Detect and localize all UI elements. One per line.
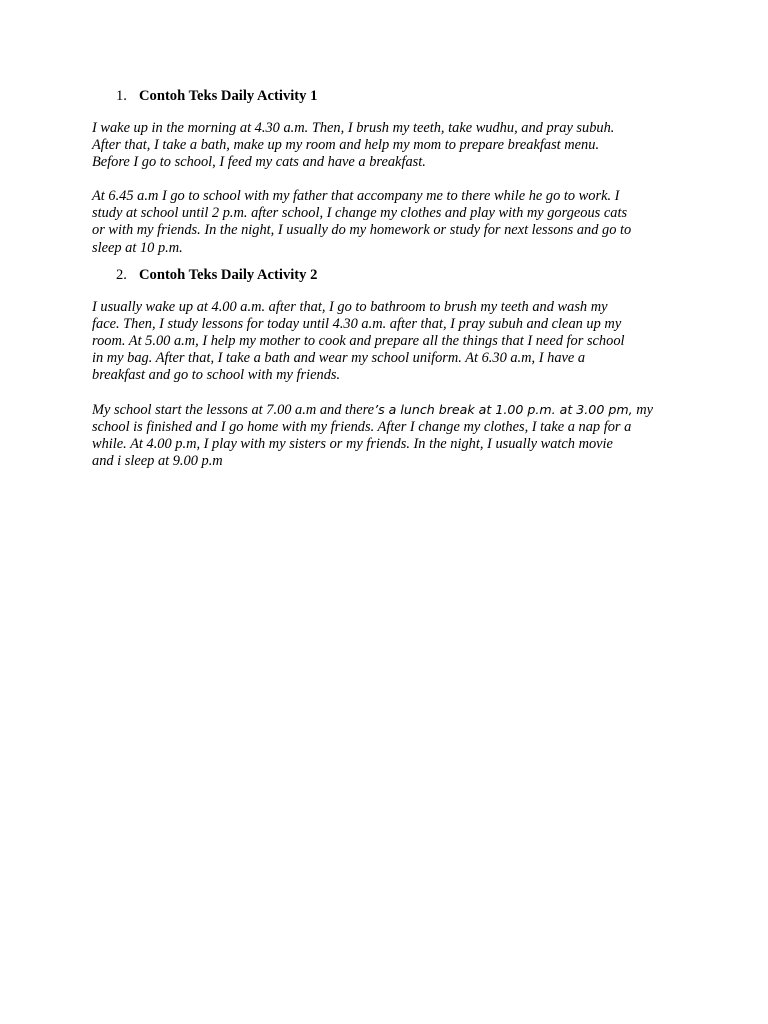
section-2-heading — [116, 265, 692, 285]
section-2-paragraph-2 — [92, 401, 692, 470]
text-line: I usually wake up at 4.00 a.m. after that, I go to bathroom to brush my teeth and wash my — [92, 298, 608, 315]
text-line: breakfast and go to school with my friends. — [92, 367, 341, 384]
section-1-paragraph-2 — [92, 188, 692, 256]
text-line — [92, 401, 692, 419]
text-line: or with my friends. In the night, I usually do my homework or study for next lessons and go to — [92, 222, 632, 239]
text-run: my — [632, 402, 653, 419]
text-line: and i sleep at 9.00 p.m — [92, 453, 223, 470]
section-2-number: 2. — [116, 266, 127, 283]
text-line: face. Then, I study lessons for today until 4.30 a.m. after that, I pray subuh and clean up my — [92, 315, 622, 332]
section-1-title: Contoh Teks Daily Activity 1 — [139, 88, 318, 104]
text-line: Before I go to school, I feed my cats and have a breakfast. — [92, 154, 426, 171]
text-line: At 6.45 a.m I go to school with my father that accompany me to there while he go to work. I — [92, 188, 620, 205]
text-line: room. At 5.00 a.m, I help my mother to cook and prepare all the things that I need for school — [92, 332, 625, 349]
section-2-paragraph-1 — [92, 299, 692, 384]
text-line: school is finished and I go home with my friends. After I change my clothes, I take a nap for a — [92, 419, 632, 436]
text-run: My school start the lessons at 7.00 a.m and there — [92, 402, 375, 419]
section-1-paragraph-1 — [92, 120, 692, 171]
text-line: study at school until 2 p.m. after school, I change my clothes and play with my gorgeous cats — [92, 205, 628, 222]
section-1-number: 1. — [116, 88, 127, 104]
text-line: sleep at 10 p.m. — [92, 239, 183, 256]
text-line: while. At 4.00 p.m, I play with my sisters or my friends. In the night, I usually watch movie — [92, 436, 613, 453]
text-line: After that, I take a bath, make up my room and help my mom to prepare breakfast menu. — [92, 137, 600, 154]
text-line: I wake up in the morning at 4.30 a.m. Then, I brush my teeth, take wudhu, and pray subuh. — [92, 120, 615, 136]
section-1-heading — [116, 86, 692, 106]
document-page — [92, 86, 692, 471]
section-2-title: Contoh Teks Daily Activity 2 — [139, 266, 318, 283]
text-line: in my bag. After that, I take a bath and wear my school uniform. At 6.30 a.m, I have a — [92, 349, 586, 366]
text-run-alt-font: ’s a lunch break at 1.00 p.m. at 3.00 pm, — [374, 402, 633, 418]
